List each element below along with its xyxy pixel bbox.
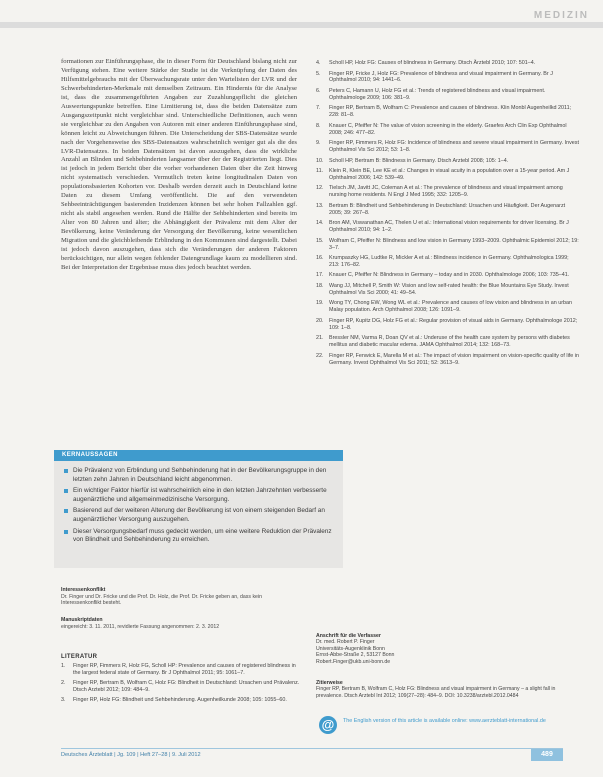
reference-text: Wong TY, Chong EW, Wong WL et al.: Prevalence and causes of low vision and blindness in an urban Malay population. Arch Ophthalmol 2008; 126: 1091–9. [329,300,573,314]
literature-list-right [316,60,580,366]
reference-item [61,697,301,704]
reference-number: 13. [316,202,324,209]
reference-item [316,272,580,279]
citation [316,680,576,699]
reference-number: 5. [316,70,321,77]
reference-item [61,680,301,694]
address-email-link[interactable]: Robert.Finger@ukb.uni-bonn.de [316,658,391,665]
reference-text: Krumpaszky HG, Ludtke R, Mickler A et al.: Blindness incidence in Germany. Ophthalmologica 1999; 213: 176–82. [329,255,569,268]
reference-number: 4. [316,60,321,66]
reference-item [316,140,580,154]
footer-journal: Deutsches Ärzteblatt | Jg. 109 | Heft 27–28 | 9. Juli 2012 [61,752,201,758]
reference-text: Bertram B: Blindheit und Sehbehinderung in Deutschland: Ursachen und Häufigkeit. Der Augenarzt 2005; 39: 267–8. [329,202,566,216]
at-sign-icon: @ [319,716,337,734]
reference-number: 11. [316,168,324,175]
conflict-of-interest [61,587,301,607]
address-line: Universitäts-Augenklinik Bonn [316,645,385,652]
reference-item [316,88,580,102]
reference-number: 18. [316,282,324,289]
reference-item [316,185,580,199]
reference-number: 22. [316,352,324,359]
reference-number: 12. [316,185,324,192]
reference-item [316,318,580,332]
section-header: MEDIZIN [533,10,589,21]
key-message-item: Dieser Versorgungsbedarf muss gedeckt werden, um eine weitere Reduktion der Prävalenz von Blindheit und Sehbehinderung zu erreichen. [64,528,335,545]
reference-text: Klein R, Klein BE, Lee KE et al.: Changes in visual acuity in a population over a 15-year period. Am J Ophthalmol 2006; 142: 539–49. [329,168,570,181]
manuscript-title: Manuskriptdaten [61,617,103,623]
reference-text: Finger RP, Bertram B, Wolfram C: Prevalence and causes of blindness. Klin Monbl Augenheilkd 2011; 228: 81–8. [329,105,572,119]
reference-item [316,203,580,217]
citation-title: Zitierweise [316,680,343,686]
reference-number: 3. [61,696,66,703]
reference-text: Bron AM, Viswanathan AC, Thelen U et al.: International vision requirements for driver licensing. Br J Ophthalmol 2010; 94: 1–2. [329,220,569,234]
reference-text: Finger RP, Fricke J, Holz FG: Prevalence of blindness and visual impairment in Germany. Br J Ophthalmol 2010; 94: 1441–6. [329,70,553,84]
reference-text: Bressler NM, Varma R, Doan QV et al.: Underuse of the health care system by persons with diabetes mellitus and diabetic macular edema. JAMA Ophthalmol 2014; 132: 168–73. [329,335,570,349]
reference-item [316,71,580,85]
citation-text: Finger RP, Bertram B, Wolfram C, Holz FG: Blindness and visual impairment in Germany – a slight fall in prevalence. Dtsch Arztebl Int 2012; 109(27–28): 484–9. DOI: 10.3238/arztebl.2012.0484 [316,686,556,699]
key-message-item: Ein wichtiger Faktor hierfür ist wahrscheinlich eine in den letzten Jahrzehnten verbesserte augenärztliche und allgemeinmedizinische Versorgung. [64,487,335,504]
address-line: Dr. med. Robert P. Finger [316,639,375,646]
reference-item [316,220,580,234]
reference-item [316,168,580,182]
reference-text: Scholl HP, Holz FG: Causes of blindness in Germany. Dtsch Ärztebl 2010; 107: 501–4. [329,60,536,66]
reference-item [316,353,580,367]
reference-text: Tielsch JM, Javitt JC, Coleman A et al.: The prevalence of blindness and visual impairment among nursing home residents. N Engl J Med 1995; 332: 1205–9. [329,185,563,199]
conflict-text: Dr. Finger und Dr. Fricke und die Prof. Dr. Holz, die Prof. Dr. Fricke geben an, dass kein Interessenkonflikt besteht. [61,593,262,607]
reference-text: Wolfram C, Pfeiffer N: Blindness and low vision in Germany 1993–2009. Ophthalmic Epidemiol 2012; 19: 3–7. [329,237,579,251]
key-message-item: Basierend auf der weiteren Alterung der Bevölkerung ist von einem steigenden Bedarf an augenärztlicher Versorgung auszugehen. [64,507,335,524]
reference-number: 1. [61,663,66,669]
reference-number: 2. [61,679,66,686]
literature-heading: LITERATUR [61,654,98,660]
reference-text: Finger RP, Fimmers R, Holz FG, Scholl HP: Prevalence and causes of registered blindness in the largest federal state of Germany. Br J Ophthalmol 2011; 95: 1061–7. [73,663,296,676]
reference-text: Finger RP, Bertram B, Wolfram C, Holz FG: Blindheit in Deutschland: Ursachen und Prävalenz. Dtsch Arztebl 2012; 109: 484–9. [73,679,300,693]
body-text: formationen zur Einführungsphase, die in dieser Form für Deutschland bislang nicht zur Verfügung stehen. Eine weitere Stärke der Studie ist die Verknüpfung der Daten des Hilfsmittelgebrauchs mit der Überwachungsrate unter den Wartelisten der LVR und der Schwerbehinderten-Merkmale mit demselben Zeitraum. Ein Hindernis für die Analyse ist, dass die zusammengeführten Angaben zur Zuzahlungspflicht die gleichen Auswertungspunkte betreffen. Eine Limitierung ist, dass die beiden Datensätze zum Ausgangszeitpunkt nicht vergleichbar sind. Unterschiedliche Definitionen, auch wenn sie vergleichbar zu den Angaben von Autoren mit einer anderen Einführungsphase sind, können leicht zu Abweichungen führen. Die Unterscheidung der SBS-Datensätze wurde nach der Vorgehensweise des SBS-Datensatzes wahrscheinlich weniger gut als die des LVR-Datensatzes. In beiden Datensätzen ist davon auszugehen, dass die wirkliche Anzahl an Blinden und Sehbehinderten langsamer über der der Registrierten liegt. Dies ist jedoch in jedem Bericht über die vorher vorhandenen Daten über die Zeit hinweg nicht systematisch verschieden. Vermutlich treten keine longitudinalen Daten von populationsbasierten Kohorten vor. Deshalb werden derzeit auch in Deutschland keine Daten zu diesem Umfang veröffentlicht. Die auf den verwendeten Sehbeeinträchtigungen basierenden Inzidenzen können bei sehr hohen Fallzahlen ggf. nicht als stabil angesehen werden. Rund die Hälfte der Sehbehinderten sind bereits im Alter von 80 Jahren und älter; die Abhängigkeit der Prävalenz mit dem Alter der Bevölkerung, keine Veränderung der Versorgung der Bevölkerung, keine wesentlichen Migration und die gleichbleibende Erblindung in den Kommunen sind dargestellt. Dabei ist jedoch davon auszugehen, dass sich die Veränderungen der anderen Faktoren berücksichtigen, nur allein wegen fehlender Datengrundlage kaum zu modellieren sind. Bei der Interpretation der Ergebnisse muss dies jedoch beachtet werden. [61,58,297,271]
reference-item [316,60,580,67]
reference-text: Finger RP, Fenwick E, Marella M et al.: The impact of vision impairment on vision-specific quality of life in Germany. Invest Ophthalmol Vis Sci 2011; 52: 3613–9. [329,352,579,366]
reference-text: Peters C, Hamann U, Holz FG et al.: Trends of registered blindness and visual impairment. Ophthalmologe 2009; 106: 381–9. [329,87,546,101]
address-title: Anschrift für die Verfasser [316,633,381,639]
reference-text: Knauer C, Pfeiffer N: Blindness in Germany – today and in 2030. Ophthalmologe 2006; 103: 735–41. [329,272,570,279]
correspondence-address [316,633,516,665]
reference-number: 17. [316,272,324,279]
header-rule [0,22,603,28]
key-message-item: Die Prävalenz von Erblindung und Sehbehinderung hat in der Bevölkerungsgruppe in den letzten zehn Jahren in Deutschland leicht abgenommen. [64,467,335,484]
reference-text: Wang JJ, Mitchell P, Smith W: Vision and low self-rated health: the Blue Mountains Eye Study. Invest Ophthalmol Vis Sci 2000; 41: 49–54. [329,282,569,296]
conflict-title: Interessenkonflikt [61,587,106,593]
key-messages-title: KERNAUSSAGEN [54,450,343,461]
left-column [61,58,297,273]
reference-number: 16. [316,255,324,262]
page-number: 489 [531,749,563,761]
reference-item [316,123,580,137]
reference-number: 19. [316,300,324,307]
reference-text: Scholl HP, Bertram B: Blindness in Germany. Dtsch Arztebl 2008; 105: 1–4. [329,157,509,164]
reference-number: 14. [316,220,324,227]
reference-number: 7. [316,105,321,112]
reference-number: 10. [316,157,324,164]
reference-item [316,238,580,252]
reference-text: Finger RP, Holz FG: Blindheit und Sehbehinderung. Augenheilkunde 2008; 105: 1055–60. [73,696,287,703]
reference-text: Knauer C, Pfeiffer N: The value of vision screening in the elderly. Graefes Arch Clin Exp Ophthalmol 2008; 246: 477–82. [329,122,567,136]
reference-number: 21. [316,335,324,342]
manuscript-text: eingereicht: 3. 11. 2011, revidierte Fassung angenommen: 2. 3. 2012 [61,623,220,630]
reference-text: Finger RP, Fimmers R, Holz FG: Incidence of blindness and severe visual impairment in Germany. Invest Ophthalmol Vis Sci 2012; 53: 1–8. [329,140,579,154]
reference-text: Finger RP, Kupitz DG, Holz FG et al.: Regular provision of visual aids in Germany. Ophthalmologe 2012; 109: 1–8. [329,317,578,331]
manuscript-data [61,617,301,630]
literature-list-left [61,663,301,707]
reference-item [316,255,580,269]
right-column [316,60,580,370]
reference-item [316,105,580,119]
key-messages-box [54,450,343,568]
key-messages-list [64,467,335,545]
english-version-link[interactable]: The English version of this article is available online: www.aerzteblatt-international.de [343,718,546,724]
reference-number: 20. [316,317,324,324]
address-line: Ernst-Abbe-Straße 2, 53127 Bonn [316,652,395,659]
reference-number: 9. [316,140,321,147]
reference-number: 6. [316,87,321,94]
reference-item [316,335,580,349]
reference-number: 8. [316,122,321,129]
reference-item [316,158,580,165]
reference-item [316,300,580,314]
reference-item [61,663,301,677]
footer-rule [61,748,563,749]
reference-number: 15. [316,237,324,244]
reference-item [316,283,580,297]
